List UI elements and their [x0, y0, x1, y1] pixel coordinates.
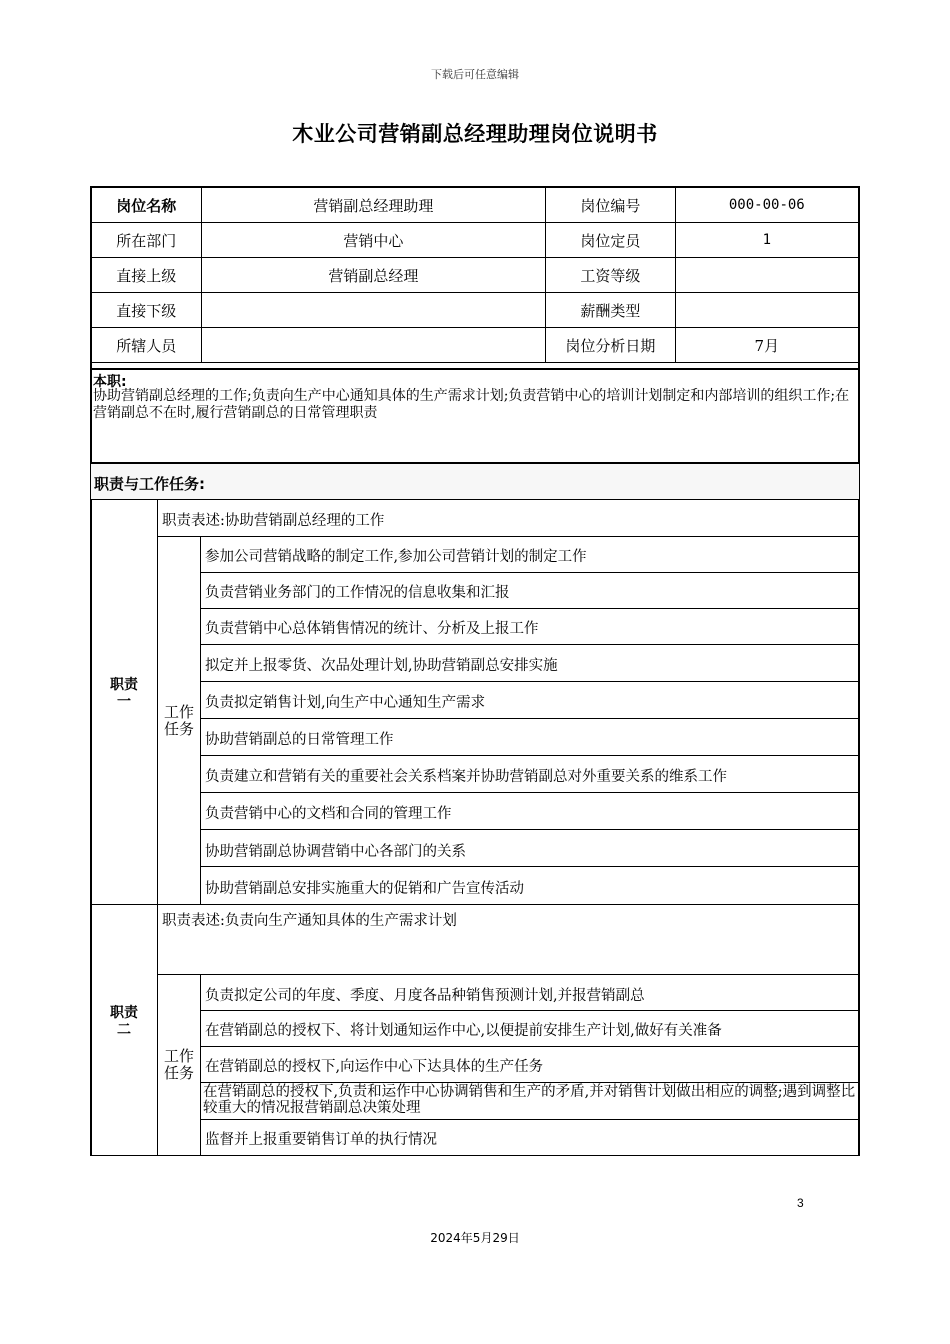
- task-item: 监督并上报重要销售订单的执行情况: [205, 1132, 437, 1148]
- duty-two-work-label: 工作任务: [163, 1047, 194, 1082]
- position-id-value: 000-00-06: [675, 188, 858, 223]
- duty-two-label: 职责二: [110, 1005, 138, 1038]
- info-row: [92, 328, 859, 363]
- task-item: 在营销副总的授权下、将计划通知运作中心,以便提前安排生产计划,做好有关准备: [205, 1023, 722, 1039]
- position-name-value: 营销副总经理助理: [201, 188, 546, 223]
- superior-value: 营销副总经理: [201, 258, 546, 293]
- salary-grade-value: [675, 258, 858, 293]
- duty-one-statement: 职责表述:协助营销副总经理的工作: [162, 513, 385, 529]
- duties-title: 职责与工作任务:: [94, 475, 205, 493]
- salary-grade-label: 工资等级: [546, 258, 676, 293]
- subordinate-value: [201, 293, 546, 328]
- superior-label: 直接上级: [92, 258, 202, 293]
- analysis-date-value: 7月: [675, 328, 858, 363]
- subordinate-label: 直接下级: [92, 293, 202, 328]
- info-row: [92, 258, 859, 293]
- duty-two-statement: 职责表述:负责向生产通知具体的生产需求计划: [162, 913, 457, 929]
- department-value: 营销中心: [201, 223, 546, 258]
- task-item: 协助营销副总协调营销中心各部门的关系: [205, 844, 466, 860]
- page-number: 3: [797, 1196, 804, 1210]
- duty-one-work-label: 工作任务: [163, 703, 194, 738]
- main-duty-title: 本职:: [93, 374, 127, 390]
- duty-one-label: 职责一: [110, 677, 138, 710]
- analysis-date-label: 岗位分析日期: [546, 328, 676, 363]
- headcount-value: 1: [675, 223, 858, 258]
- pay-type-label: 薪酬类型: [546, 293, 676, 328]
- task-item: 负责建立和营销有关的重要社会关系档案并协助营销副总对外重要关系的维系工作: [205, 769, 727, 785]
- duties-header: [91, 464, 859, 500]
- staff-label: 所辖人员: [92, 328, 202, 363]
- footer-date: 2024年5月29日: [430, 1231, 520, 1245]
- task-item: 参加公司营销战略的制定工作,参加公司营销计划的制定工作: [205, 549, 587, 565]
- task-item: 负责营销业务部门的工作情况的信息收集和汇报: [205, 585, 510, 601]
- position-name-label: 岗位名称: [92, 188, 202, 223]
- department-label: 所在部门: [92, 223, 202, 258]
- task-item: 负责拟定销售计划,向生产中心通知生产需求: [205, 695, 486, 711]
- basic-info-table: [91, 187, 859, 363]
- pay-type-value: [675, 293, 858, 328]
- task-item: 在营销副总的授权下,负责和运作中心协调销售和生产的矛盾,并对销售计划做出相应的调整;遇到调整比较重大的情况报营销副总决策处理: [203, 1084, 856, 1116]
- task-item: 负责拟定公司的年度、季度、月度各品种销售预测计划,并报营销副总: [205, 988, 645, 1004]
- position-id-label: 岗位编号: [546, 188, 676, 223]
- task-item: 负责营销中心的文档和合同的管理工作: [205, 806, 452, 822]
- info-row: [92, 293, 859, 328]
- info-row: [92, 223, 859, 258]
- main-duty-section: [91, 368, 859, 464]
- headcount-label: 岗位定员: [546, 223, 676, 258]
- task-item: 协助营销副总安排实施重大的促销和广告宣传活动: [205, 881, 524, 897]
- task-item: 拟定并上报零货、次品处理计划,协助营销副总安排实施: [205, 658, 558, 674]
- main-duty-text: 协助营销副总经理的工作;负责向生产中心通知具体的生产需求计划;负责营销中心的培训计划制定和内部培训的组织工作;在营销副总不在时,履行营销副总的日常管理职责: [93, 388, 850, 421]
- page-title: 木业公司营销副总经理助理岗位说明书: [292, 122, 658, 146]
- staff-value: [201, 328, 546, 363]
- info-row: [92, 188, 859, 223]
- task-item: 协助营销副总的日常管理工作: [205, 732, 394, 748]
- task-item: 在营销副总的授权下,向运作中心下达具体的生产任务: [205, 1059, 544, 1075]
- header-note: 下载后可任意编辑: [431, 68, 519, 81]
- task-item: 负责营销中心总体销售情况的统计、分析及上报工作: [205, 621, 539, 637]
